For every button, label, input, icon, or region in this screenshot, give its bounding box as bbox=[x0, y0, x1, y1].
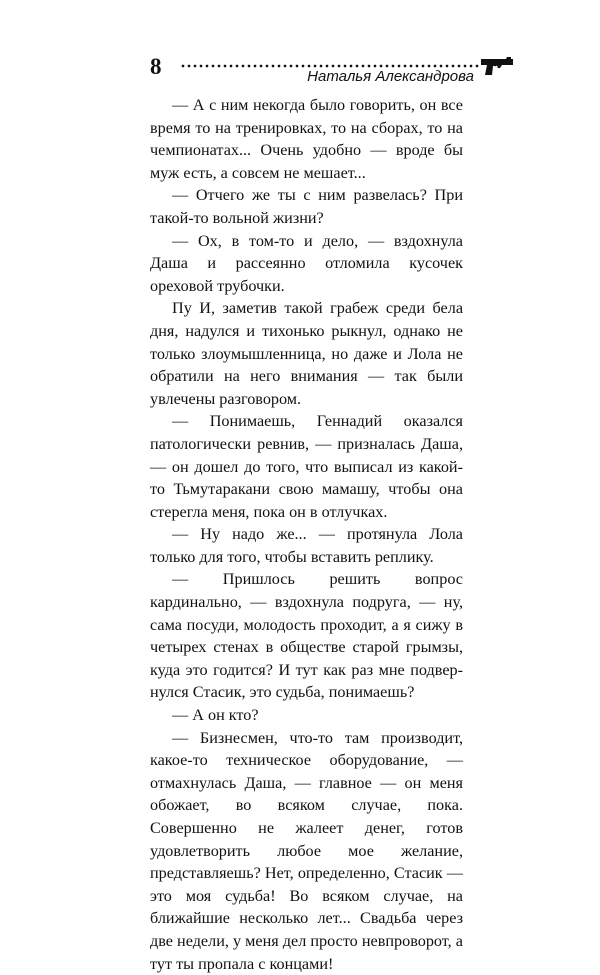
paragraph: — Понимаешь, Геннадий оказался патологически ревнив, — призналась Даша, — он дошел до того, что выписал из какой-то Тьмутаракани свою мамашу, чтобы она стерегла меня, пока он в отлучках. bbox=[150, 412, 463, 521]
paragraph: Пу И, заметив такой грабеж среди бела дня, надулся и тихонько рыкнул, однако не только злоумышленница, но даже и Лола не обратили на него внимания — так были увлечены разговором. bbox=[150, 299, 463, 408]
paragraph: — Ох, в том-то и дело, — вздохнула Даша и рассеянно отломила кусочек ореховой трубочки. bbox=[150, 231, 463, 295]
paragraph: — Бизнесмен, что-то там производит, какое-то техническое оборудование, — отмахнулась Даша, — главное — он меня обожает, во всяком случае, пока. Совершенно не жалеет денег, готов удовлетворить любое мое желание, представляешь? Нет, определенно, Стасик — это моя судьба! Во всяком случае, на ближайшие несколько лет... Свадьба через две недели, у меня дел просто невпроворот, а тут ты пропала с концами! bbox=[150, 728, 463, 973]
paragraph: — А с ним некогда было говорить, он все время то на тренировках, то на сборах, то на чемпионатах... Очень удобно — вроде бы муж есть, а совсем не мешает... bbox=[150, 96, 463, 182]
paragraph: — Пришлось решить вопрос кардинально, — вздохнула подруга, — ну, сама посуди, молодость проходит, а я сижу в четырех стенах в обществе старой грымзы, куда это годится? И тут как раз мне подвернулся Стасик, это судьба, понимаешь? bbox=[150, 570, 463, 702]
author-name: Наталья Александрова bbox=[307, 68, 474, 85]
paragraph: — Отчего же ты с ним развелась? При такой-то вольной жизни? bbox=[150, 186, 463, 227]
body-text bbox=[150, 94, 463, 975]
paragraph: — Ну надо же... — протянула Лола только для того, чтобы вставить реплику. bbox=[150, 525, 463, 566]
page-header bbox=[150, 52, 512, 86]
pistol-icon bbox=[480, 56, 514, 76]
page-number: 8 bbox=[150, 54, 162, 79]
paragraph: — А он кто? bbox=[172, 706, 259, 725]
